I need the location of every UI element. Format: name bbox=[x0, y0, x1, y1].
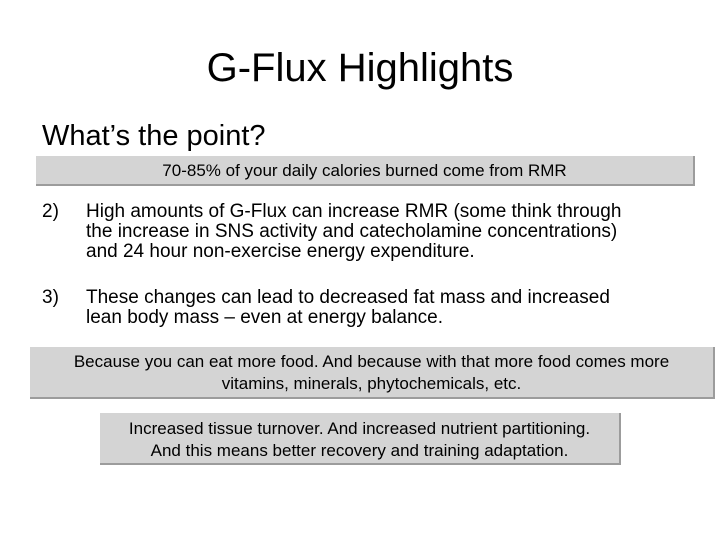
point-3-line-1: These changes can lead to decreased fat mass and increased bbox=[86, 287, 610, 308]
point-3-text bbox=[86, 288, 706, 328]
slide-title: G-Flux Highlights bbox=[206, 46, 514, 90]
tissue-callout-line-2: And this means better recovery and training adaptation. bbox=[150, 441, 569, 460]
point-2-line-3: and 24 hour non-exercise energy expenditure. bbox=[86, 241, 475, 262]
rmr-callout-text: 70-85% of your daily calories burned come from RMR bbox=[162, 161, 567, 180]
food-callout bbox=[30, 347, 715, 399]
tissue-callout bbox=[100, 413, 621, 465]
point-3-number: 3) bbox=[42, 287, 59, 308]
point-2-line-2: the increase in SNS activity and catecholamine concentrations) bbox=[86, 221, 618, 242]
point-2-number: 2) bbox=[42, 201, 59, 222]
subheading: What’s the point? bbox=[42, 120, 266, 152]
rmr-callout bbox=[36, 156, 695, 186]
food-callout-line-1: Because you can eat more food. And because with that more food comes more bbox=[73, 352, 670, 371]
point-2-line-1: High amounts of G-Flux can increase RMR (some think through bbox=[86, 201, 622, 222]
point-2-text bbox=[86, 202, 706, 262]
point-3-line-2: lean body mass – even at energy balance. bbox=[86, 307, 444, 328]
tissue-callout-line-1: Increased tissue turnover. And increased nutrient partitioning. bbox=[128, 419, 591, 438]
food-callout-line-2: vitamins, minerals, phytochemicals, etc. bbox=[221, 374, 522, 393]
